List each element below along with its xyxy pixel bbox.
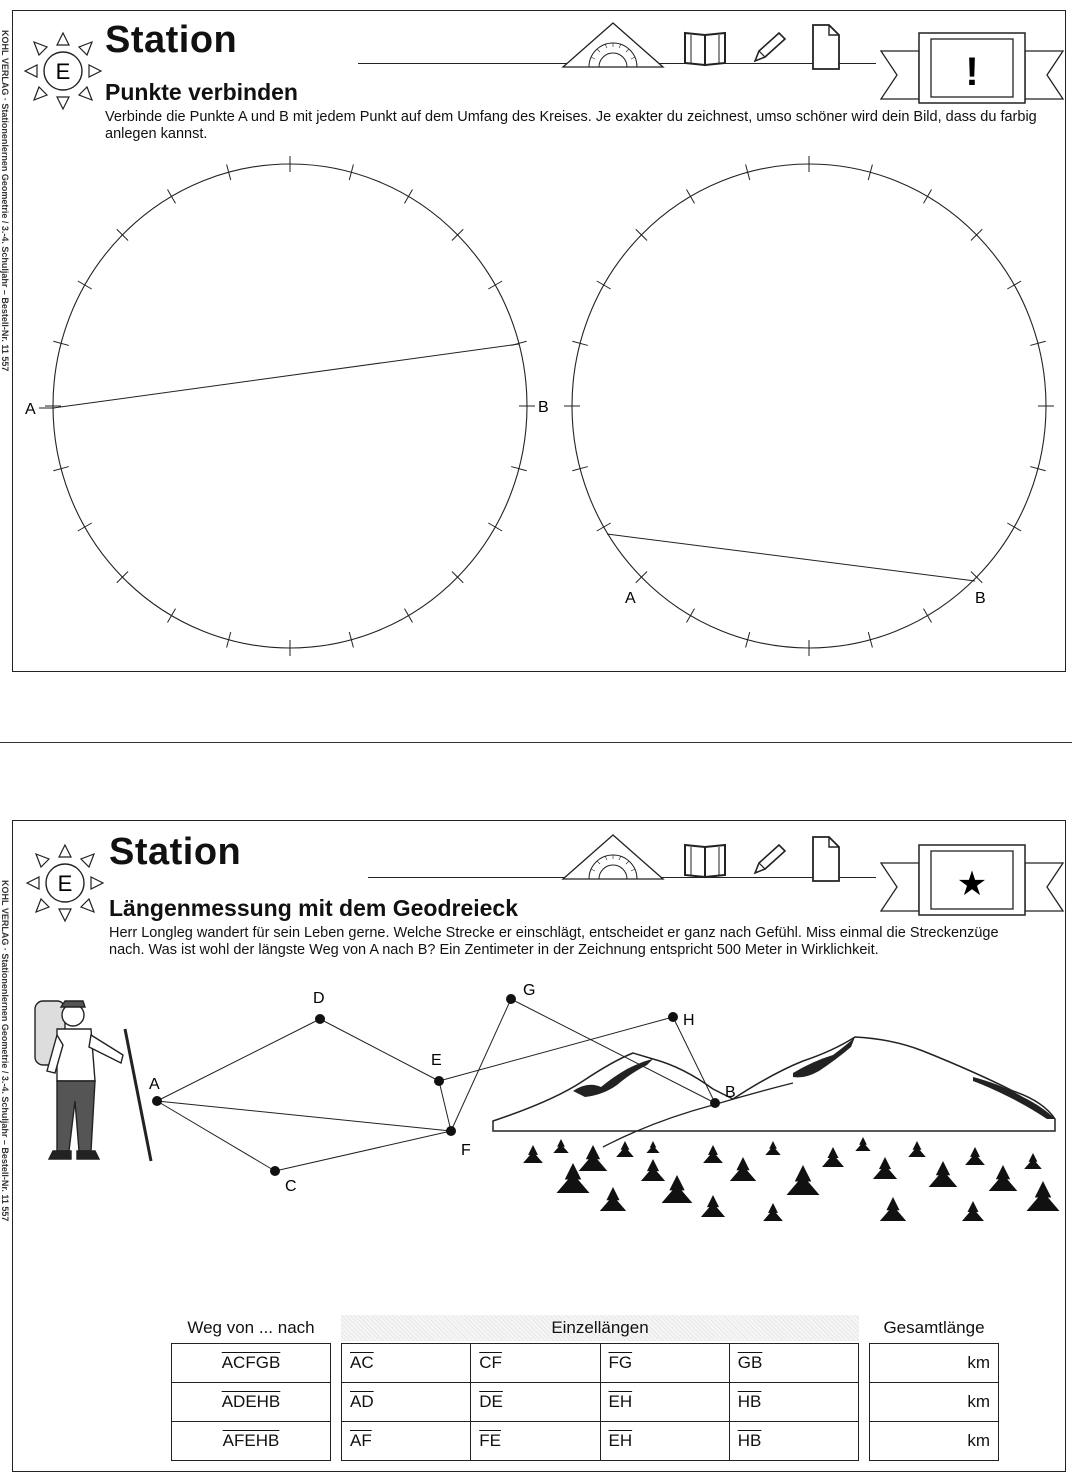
route-point-label: B xyxy=(725,1084,736,1101)
circle-tick xyxy=(597,523,611,531)
task-description: Herr Longleg wandert für sein Leben gerne. Welche Strecke er einschlägt, entscheidet er ganz nach Gefühl. Miss einmal die Streckenzüge nach. Was ist wohl der längste Weg von A nach B? Ein Zentimeter in der Zeichnung entspricht 500 Meter in Wirklichkeit. xyxy=(109,925,999,958)
table-row xyxy=(342,1344,859,1383)
tree-icon xyxy=(908,1141,926,1157)
segment-label: $\overline{HB}$ xyxy=(737,1392,762,1411)
circle-tick xyxy=(924,189,932,203)
circle-tick xyxy=(168,189,176,203)
tool-icons xyxy=(561,829,841,885)
circle-left xyxy=(25,156,549,656)
tool-icons xyxy=(561,17,841,73)
tree-icon xyxy=(730,1157,756,1181)
tree-icon xyxy=(962,1201,984,1221)
route-point xyxy=(446,1126,456,1136)
book-icon xyxy=(685,845,725,877)
segment-label: $\overline{EH}$ xyxy=(608,1392,633,1411)
unit-label: km xyxy=(967,1353,990,1372)
route-point-label: H xyxy=(683,1012,695,1029)
task-subtitle: Längenmessung mit dem Geodreieck xyxy=(109,895,519,921)
segment-cell[interactable] xyxy=(729,1383,858,1422)
segment-cell[interactable] xyxy=(600,1383,729,1422)
table-row xyxy=(342,1383,859,1422)
segment-cell[interactable] xyxy=(471,1344,600,1383)
station-title: Station xyxy=(109,831,242,873)
route-point xyxy=(434,1076,444,1086)
tree-icon xyxy=(880,1197,906,1221)
table-row xyxy=(172,1422,331,1461)
table-row xyxy=(172,1383,331,1422)
segment-label: $\overline{EH}$ xyxy=(608,1431,633,1450)
circle-right-label-b: B xyxy=(975,590,986,607)
route-point-label: D xyxy=(313,990,325,1007)
segment-label: $\overline{DE}$ xyxy=(479,1392,503,1411)
banner-symbol: ★ xyxy=(956,865,988,903)
task-description: Verbinde die Punkte A und B mit jedem Punkt auf dem Umfang des Kreises. Je exakter du zeichnest, umso schöner wird dein Bild, dass du farbig anlegen kannst. xyxy=(105,109,1037,142)
tree-icon xyxy=(989,1165,1018,1191)
banner-symbol: ! xyxy=(965,50,979,94)
circle-tick xyxy=(78,281,92,289)
segment-cell[interactable] xyxy=(471,1422,600,1461)
route-point-label: F xyxy=(461,1142,471,1159)
route-drawing xyxy=(13,981,1065,1301)
route-segment xyxy=(451,999,511,1131)
pencil-icon xyxy=(755,33,785,61)
segment-cell[interactable] xyxy=(729,1344,858,1383)
forest-illustration xyxy=(523,1137,1059,1221)
route-point xyxy=(315,1014,325,1024)
route-point-label: C xyxy=(285,1178,297,1195)
circle-tick xyxy=(488,281,502,289)
table-row xyxy=(870,1422,999,1461)
circles-drawing xyxy=(13,151,1065,671)
route-point xyxy=(152,1096,162,1106)
segment-label: $\overline{CF}$ xyxy=(479,1353,502,1372)
route-segment xyxy=(320,1019,439,1081)
tree-icon xyxy=(787,1165,820,1195)
route-name: ACFGB xyxy=(221,1353,281,1372)
route-point xyxy=(506,994,516,1004)
route-point-label: E xyxy=(431,1052,442,1069)
badge-letter: E xyxy=(55,59,71,84)
segment-cell[interactable] xyxy=(471,1383,600,1422)
unit-label: km xyxy=(967,1431,990,1450)
tree-icon xyxy=(1027,1181,1060,1211)
line-a-to-point xyxy=(607,534,975,581)
route-segment xyxy=(157,1019,320,1101)
table-header-segments: Einzellängen xyxy=(341,1315,859,1341)
total-table xyxy=(869,1343,999,1461)
tree-icon xyxy=(662,1175,693,1203)
page-icon xyxy=(813,837,839,881)
circle-tick xyxy=(405,189,413,203)
circle-left-label-a: A xyxy=(25,401,36,418)
segment-cell[interactable] xyxy=(342,1383,471,1422)
tree-icon xyxy=(553,1139,568,1153)
route-segment xyxy=(275,1131,451,1171)
segment-label: $\overline{HB}$ xyxy=(737,1431,762,1450)
table-row xyxy=(172,1344,331,1383)
tree-icon xyxy=(822,1147,844,1167)
segments-table xyxy=(341,1343,859,1461)
tree-icon xyxy=(763,1203,783,1221)
segment-label: $\overline{FE}$ xyxy=(479,1431,501,1450)
table-row xyxy=(342,1422,859,1461)
circle-right xyxy=(564,156,1054,656)
route-segment xyxy=(439,1081,451,1131)
circle-tick xyxy=(687,189,695,203)
circle-tick xyxy=(687,609,695,623)
circle-right-label-a: A xyxy=(625,590,636,607)
tree-icon xyxy=(579,1145,608,1171)
route-point xyxy=(710,1098,720,1108)
total-cell[interactable] xyxy=(870,1422,999,1461)
table-header-route: Weg von ... nach xyxy=(187,1318,315,1337)
tree-icon xyxy=(1024,1153,1042,1169)
tree-icon xyxy=(965,1147,985,1165)
station-card-1 xyxy=(12,10,1066,672)
circle-tick xyxy=(488,523,502,531)
circle-left-label-b: B xyxy=(538,399,549,416)
route-name: AFEHB xyxy=(222,1431,280,1450)
circle-tick xyxy=(1007,523,1021,531)
route-segment xyxy=(157,1101,451,1131)
total-cell[interactable] xyxy=(870,1344,999,1383)
tree-icon xyxy=(855,1137,870,1151)
route-name: ADEHB xyxy=(221,1392,281,1411)
segment-cell[interactable] xyxy=(600,1422,729,1461)
badge-letter: E xyxy=(57,871,73,896)
set-square-icon xyxy=(563,23,663,67)
station-card-2 xyxy=(12,820,1066,1472)
ribbon-banner-icon xyxy=(879,25,1065,109)
line-a-to-point xyxy=(53,344,519,408)
segment-cell[interactable] xyxy=(342,1422,471,1461)
page-icon xyxy=(813,25,839,69)
circle-tick xyxy=(597,281,611,289)
table-header-total: Gesamtlänge xyxy=(883,1318,985,1337)
tree-icon xyxy=(703,1145,723,1163)
table-row xyxy=(870,1344,999,1383)
total-cell[interactable] xyxy=(870,1383,999,1422)
tree-icon xyxy=(873,1157,897,1179)
circle-tick xyxy=(924,609,932,623)
sun-badge-icon xyxy=(23,841,107,925)
ribbon-banner-icon xyxy=(879,837,1065,921)
route-point xyxy=(270,1166,280,1176)
book-icon xyxy=(685,33,725,65)
route-point-label: G xyxy=(523,982,536,999)
route-table xyxy=(171,1343,331,1461)
tree-icon xyxy=(646,1141,659,1153)
side-publisher-text-bottom: KOHL VERLAG · Stationenlernen Geometrie / 3.-4. Schuljahr – Bestell-Nr. 11 557 xyxy=(0,880,10,1222)
segment-cell[interactable] xyxy=(729,1422,858,1461)
segment-label: $\overline{AC}$ xyxy=(350,1353,374,1372)
pencil-icon xyxy=(755,845,785,873)
circle-tick xyxy=(78,523,92,531)
tree-icon xyxy=(929,1161,958,1187)
tree-icon xyxy=(523,1145,543,1163)
sun-badge-icon xyxy=(21,29,105,113)
route-point xyxy=(668,1012,678,1022)
circle-tick xyxy=(405,609,413,623)
circle-tick xyxy=(1007,281,1021,289)
tree-icon xyxy=(616,1141,634,1157)
tree-icon xyxy=(765,1141,780,1155)
hiker-illustration xyxy=(35,1001,151,1161)
segment-cell[interactable] xyxy=(600,1344,729,1383)
page-divider xyxy=(0,742,1072,743)
table-row xyxy=(870,1383,999,1422)
set-square-icon xyxy=(563,835,663,879)
circle-tick xyxy=(168,609,176,623)
tree-icon xyxy=(701,1195,725,1217)
tree-icon xyxy=(641,1159,665,1181)
segment-cell[interactable] xyxy=(342,1344,471,1383)
unit-label: km xyxy=(967,1392,990,1411)
task-subtitle: Punkte verbinden xyxy=(105,79,298,105)
segment-label: $\overline{AF}$ xyxy=(350,1431,372,1450)
segment-label: $\overline{AD}$ xyxy=(350,1392,374,1411)
station-title: Station xyxy=(105,19,238,61)
route-point-label: A xyxy=(149,1076,160,1093)
segment-label: $\overline{FG}$ xyxy=(608,1353,633,1372)
tree-icon xyxy=(600,1187,626,1211)
side-publisher-text-top: KOHL VERLAG · Stationenlernen Geometrie / 3.-4. Schuljahr – Bestell-Nr. 11 557 xyxy=(0,30,10,372)
segment-label: $\overline{GB}$ xyxy=(737,1353,763,1372)
mountains-illustration xyxy=(493,1037,1055,1147)
